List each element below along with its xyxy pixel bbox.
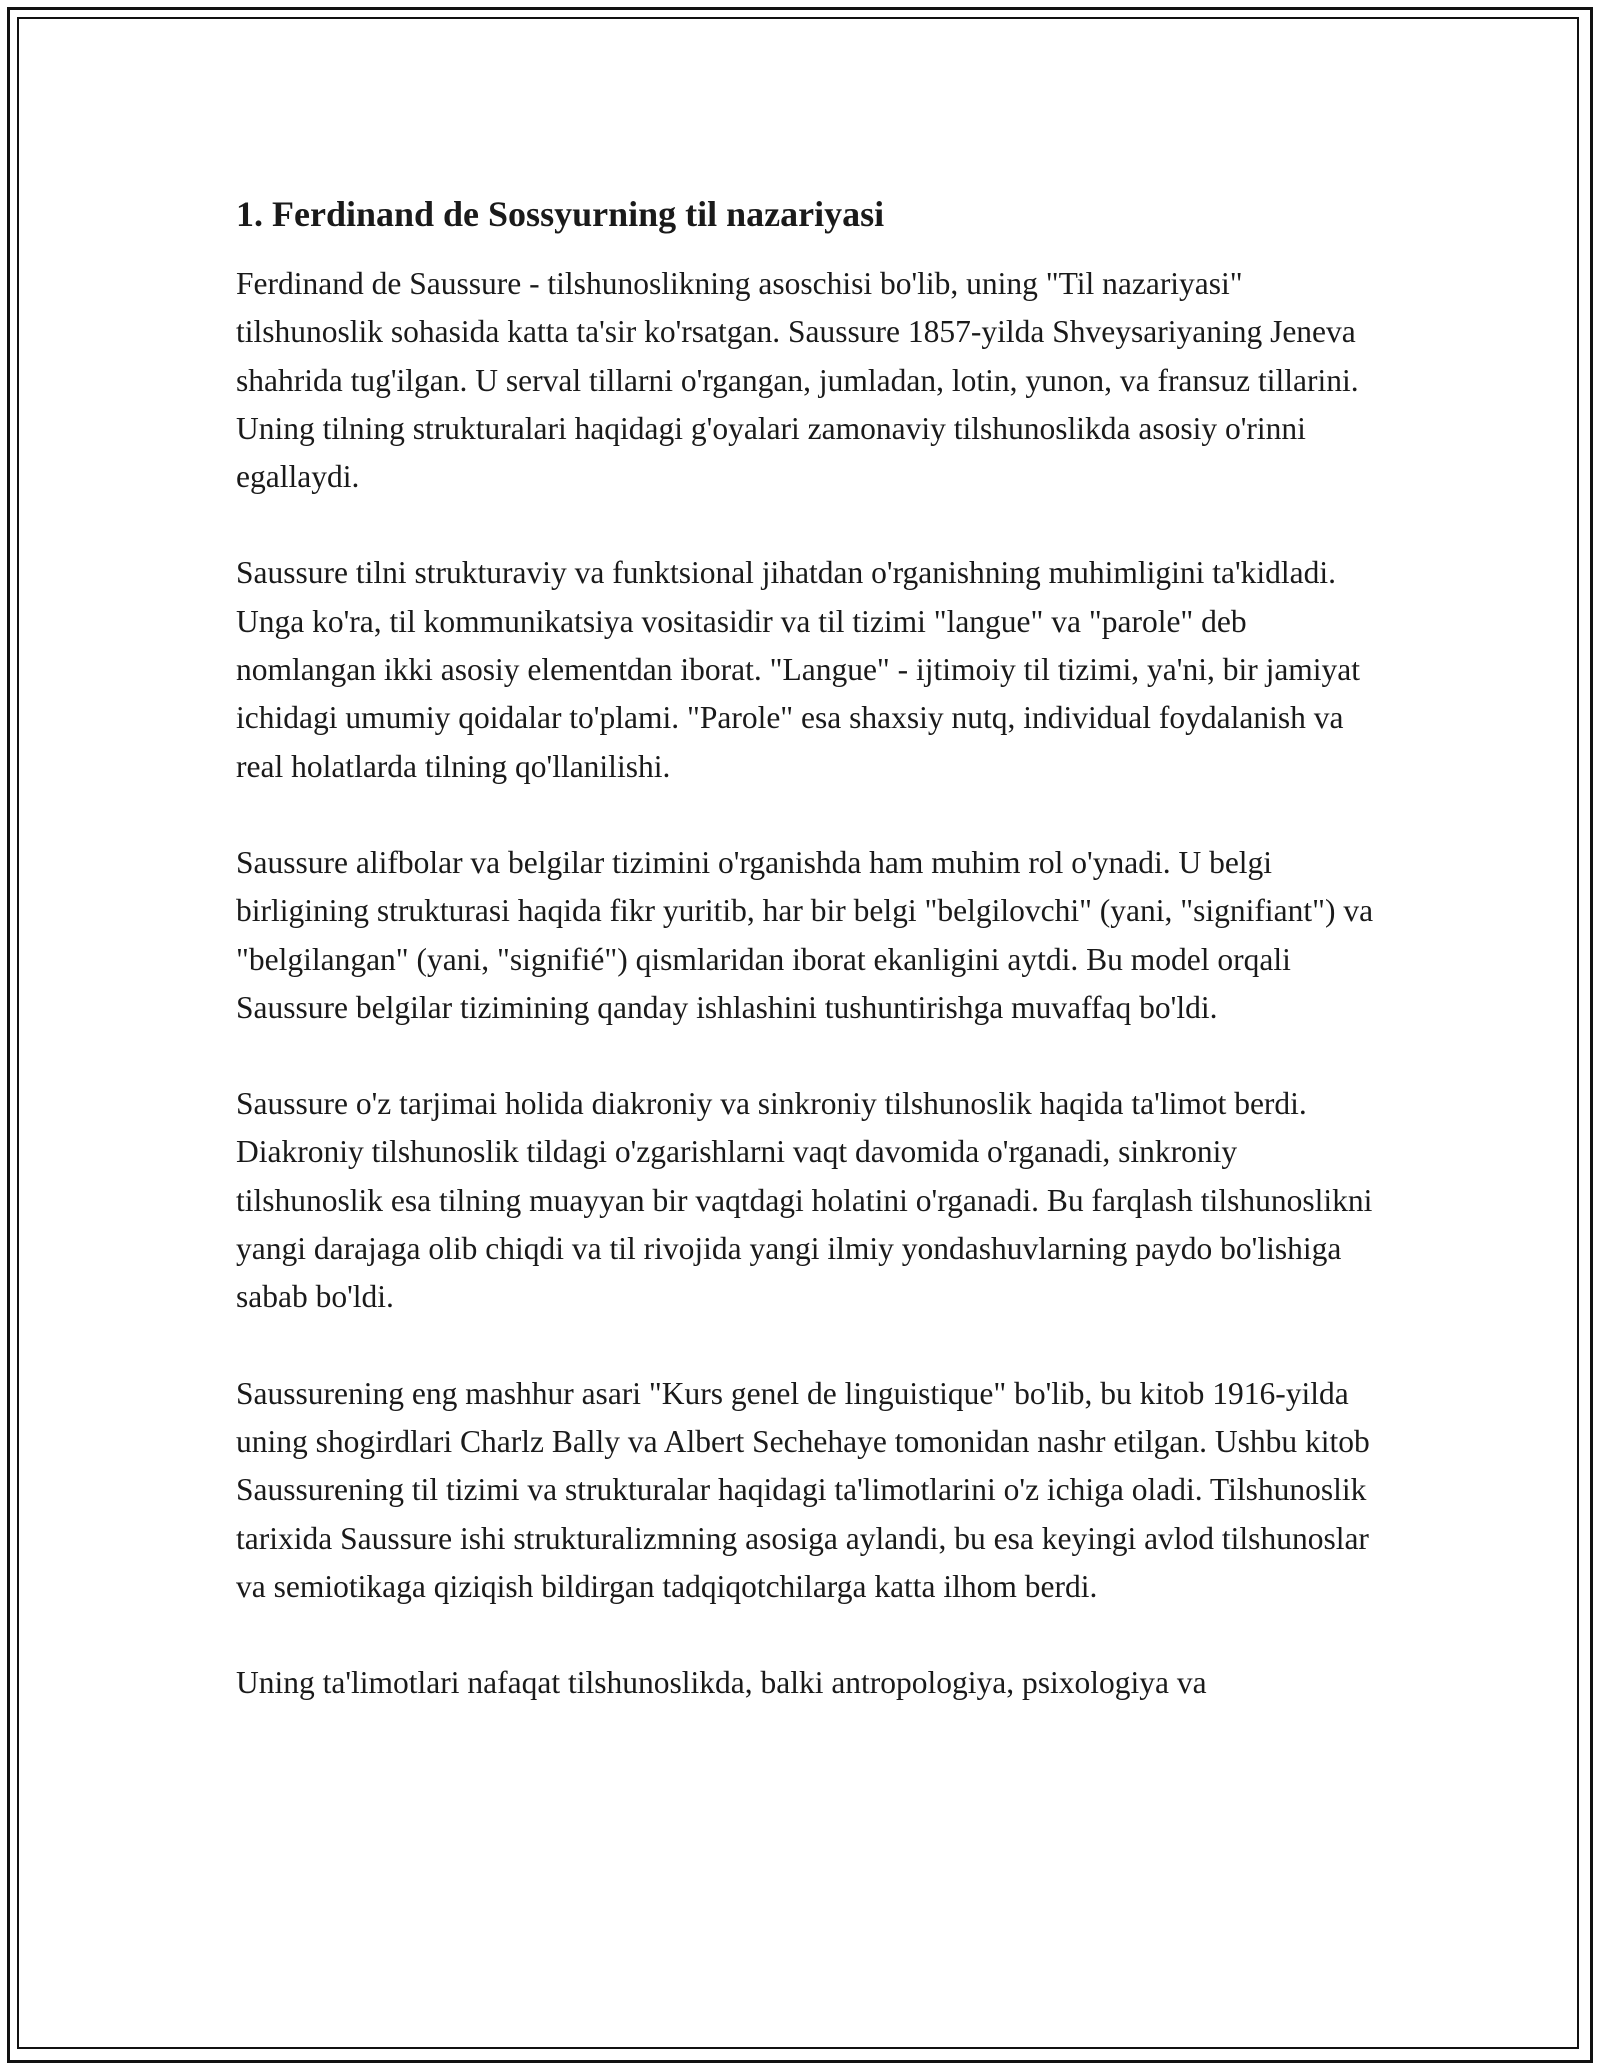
document-title: 1. Ferdinand de Sossyurning til nazariyasi [236, 194, 885, 234]
paragraph-6: Uning ta'limotlari nafaqat tilshunoslikda, balki antropologiya, psixologiya va [236, 1665, 1207, 1701]
paragraph-4: Saussure o'z tarjimai holida diakroniy va sinkroniy tilshunoslik haqida ta'limot berdi. Diakroniy tilshunoslik tildagi o'zgarishlarni vaqt davomida o'rganadi, sinkroniy tilshunoslik esa tilning muayyan bir vaqtdagi holatini o'rganadi. Bu farqlash tilshunoslikni yangi darajaga olib chiqdi va til rivojida yangi ilmiy yondashuvlarning paydo bo'lishiga sabab bo'ldi. [236, 1086, 1373, 1315]
paragraph-1: Ferdinand de Saussure - tilshunoslikning asoschisi bo'lib, uning "Til nazariyasi" tilshunoslik sohasida katta ta'sir ko'rsatgan. Saussure 1857-yilda Shveysariyaning Jeneva shahrida tug'ilgan. U serval tillarni o'rgangan, jumladan, lotin, yunon, va fransuz tillarini. Uning tilning strukturalari haqidagi g'oyalari zamonaviy tilshunoslikda asosiy o'rinni egallaydi. [236, 266, 1359, 495]
paragraph-3: Saussure alifbolar va belgilar tizimini o'rganishda ham muhim rol o'ynadi. U belgi birligining strukturasi haqida fikr yuritib, har bir belgi "belgilovchi" (yani, "signifiant") va "belgilangan" (yani, "signifié") qismlaridan iborat ekanligini aytdi. Bu model orqali Saussure belgilar tizimining qanday ishlashini tushuntirishga muvaffaq bo'ldi. [236, 844, 1374, 1025]
document-body [236, 188, 1376, 1755]
paragraph-2: Saussure tilni strukturaviy va funktsional jihatdan o'rganishning muhimligini ta'kidladi. Unga ko'ra, til kommunikatsiya vositasidir va til tizimi "langue" va "parole" deb nomlangan ikki asosiy elementdan iborat. "Langue" - ijtimoiy til tizimi, ya'ni, bir jamiyat ichidagi umumiy qoidalar to'plami. "Parole" esa shaxsiy nutq, individual foydalanish va real holatlarda tilning qo'llanilishi. [236, 555, 1361, 784]
paragraph-5: Saussurening eng mashhur asari "Kurs genel de linguistique" bo'lib, bu kitob 1916-yilda uning shogirdlari Charlz Bally va Albert Sechehaye tomonidan nashr etilgan. Ushbu kitob Saussurening til tizimi va strukturalar haqidagi ta'limotlarini o'z ichiga oladi. Tilshunoslik tarixida Saussure ishi strukturalizmning asosiga aylandi, bu esa keyingi avlod tilshunoslar va semiotikaga qiziqish bildirgan tadqiqotchilarga katta ilhom berdi. [236, 1375, 1370, 1604]
